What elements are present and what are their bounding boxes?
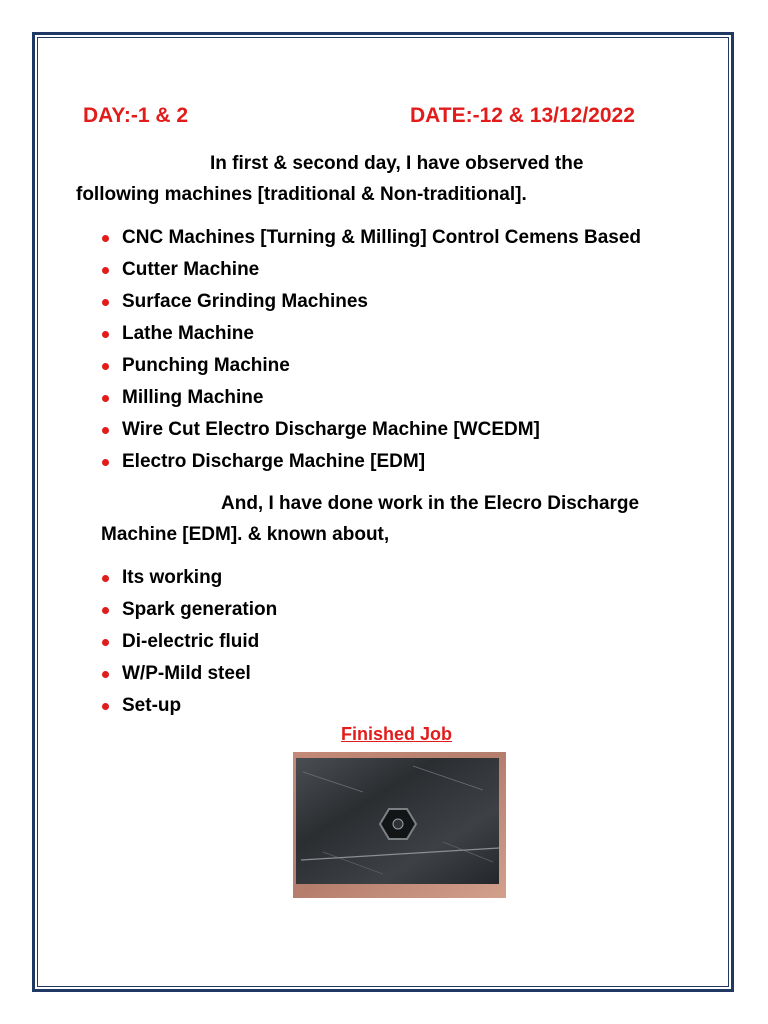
bullet-icon bbox=[102, 575, 109, 582]
list-item-text: Wire Cut Electro Discharge Machine [WCEDM] bbox=[122, 419, 540, 440]
bullet-icon bbox=[102, 703, 109, 710]
day-heading: DAY:-1 & 2 bbox=[83, 104, 189, 127]
bullet-icon bbox=[102, 639, 109, 646]
bullet-icon bbox=[102, 427, 109, 434]
figure-caption: Finished Job bbox=[341, 724, 453, 744]
list-item-text: Its working bbox=[122, 567, 223, 588]
list-item-text: CNC Machines [Turning & Milling] Control Cemens Based bbox=[122, 227, 642, 248]
list-item bbox=[100, 318, 641, 350]
list-item-text: Set-up bbox=[122, 695, 182, 716]
intro-paragraph bbox=[76, 148, 676, 210]
bullet-icon bbox=[102, 331, 109, 338]
work-line-1: And, I have done work in the Elecro Discharge bbox=[221, 493, 640, 514]
list-item bbox=[100, 286, 641, 318]
finished-job-photo bbox=[293, 752, 506, 898]
bullet-icon bbox=[102, 363, 109, 370]
list-item bbox=[100, 382, 641, 414]
list-item bbox=[100, 594, 277, 626]
bullet-icon bbox=[102, 607, 109, 614]
bullet-icon bbox=[102, 235, 109, 242]
list-item-text: Electro Discharge Machine [EDM] bbox=[122, 451, 426, 472]
list-item-text: W/P-Mild steel bbox=[122, 663, 251, 684]
list-item-text: Surface Grinding Machines bbox=[122, 291, 368, 312]
work-line-2: Machine [EDM]. & known about, bbox=[101, 524, 390, 545]
list-item bbox=[100, 254, 641, 286]
work-paragraph bbox=[101, 488, 701, 550]
list-item-text: Milling Machine bbox=[122, 387, 264, 408]
intro-line-1: In first & second day, I have observed the bbox=[210, 153, 584, 174]
list-item-text: Spark generation bbox=[122, 599, 278, 620]
list-item bbox=[100, 446, 641, 478]
bullet-icon bbox=[102, 459, 109, 466]
bullet-icon bbox=[102, 299, 109, 306]
list-item bbox=[100, 222, 641, 254]
list-item-text: Cutter Machine bbox=[122, 259, 260, 280]
list-item-text: Punching Machine bbox=[122, 355, 290, 376]
list-item-text: Di-electric fluid bbox=[122, 631, 260, 652]
machines-list bbox=[100, 222, 641, 478]
list-item bbox=[100, 350, 641, 382]
list-item bbox=[100, 414, 641, 446]
list-item bbox=[100, 690, 277, 722]
list-item bbox=[100, 658, 277, 690]
list-item bbox=[100, 626, 277, 658]
intro-line-2: following machines [traditional & Non-traditional]. bbox=[76, 184, 527, 205]
topics-list bbox=[100, 562, 277, 722]
bullet-icon bbox=[102, 267, 109, 274]
date-heading: DATE:-12 & 13/12/2022 bbox=[410, 104, 635, 127]
bullet-icon bbox=[102, 395, 109, 402]
bullet-icon bbox=[102, 671, 109, 678]
list-item bbox=[100, 562, 277, 594]
list-item-text: Lathe Machine bbox=[122, 323, 254, 344]
